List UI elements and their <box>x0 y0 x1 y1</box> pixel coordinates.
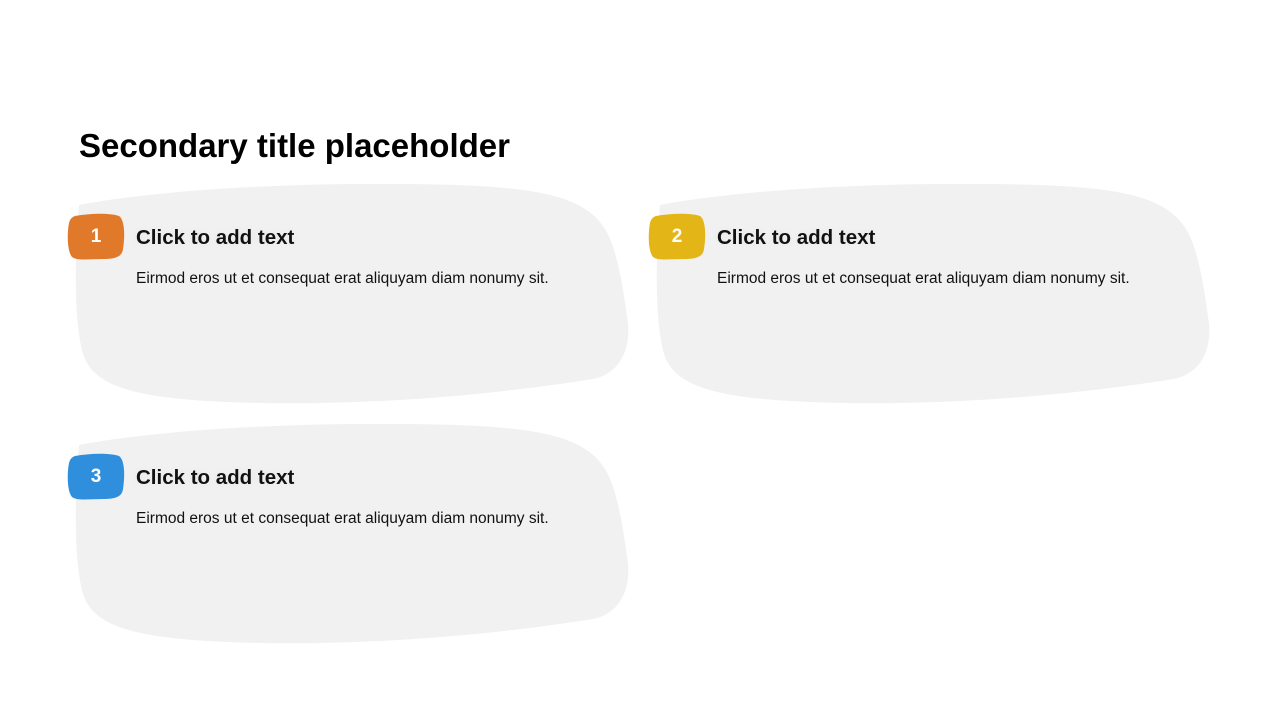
card-heading[interactable]: Click to add text <box>136 226 295 249</box>
badge-number: 2 <box>671 226 683 247</box>
badge-1 <box>67 213 125 261</box>
card-body-text[interactable]: Eirmod eros ut et consequat erat aliquyam diam nonumy sit. <box>136 270 549 287</box>
content-card-1 <box>73 183 633 405</box>
badge-number: 1 <box>90 226 102 247</box>
card-heading[interactable]: Click to add text <box>717 226 876 249</box>
slide-title[interactable]: Secondary title placeholder <box>79 127 510 164</box>
card-background-shape <box>654 183 1214 405</box>
badge-3 <box>67 453 125 501</box>
card-body-text[interactable]: Eirmod eros ut et consequat erat aliquyam diam nonumy sit. <box>136 510 549 527</box>
card-background-path <box>76 184 629 403</box>
content-card-2 <box>654 183 1214 405</box>
content-card-3 <box>73 423 633 645</box>
card-background-path <box>657 184 1210 403</box>
card-background-shape <box>73 423 633 645</box>
badge-2 <box>648 213 706 261</box>
badge-number: 3 <box>90 466 102 487</box>
card-heading[interactable]: Click to add text <box>136 466 295 489</box>
card-body-text[interactable]: Eirmod eros ut et consequat erat aliquyam diam nonumy sit. <box>717 270 1130 287</box>
card-background-path <box>76 424 629 643</box>
card-background-shape <box>73 183 633 405</box>
